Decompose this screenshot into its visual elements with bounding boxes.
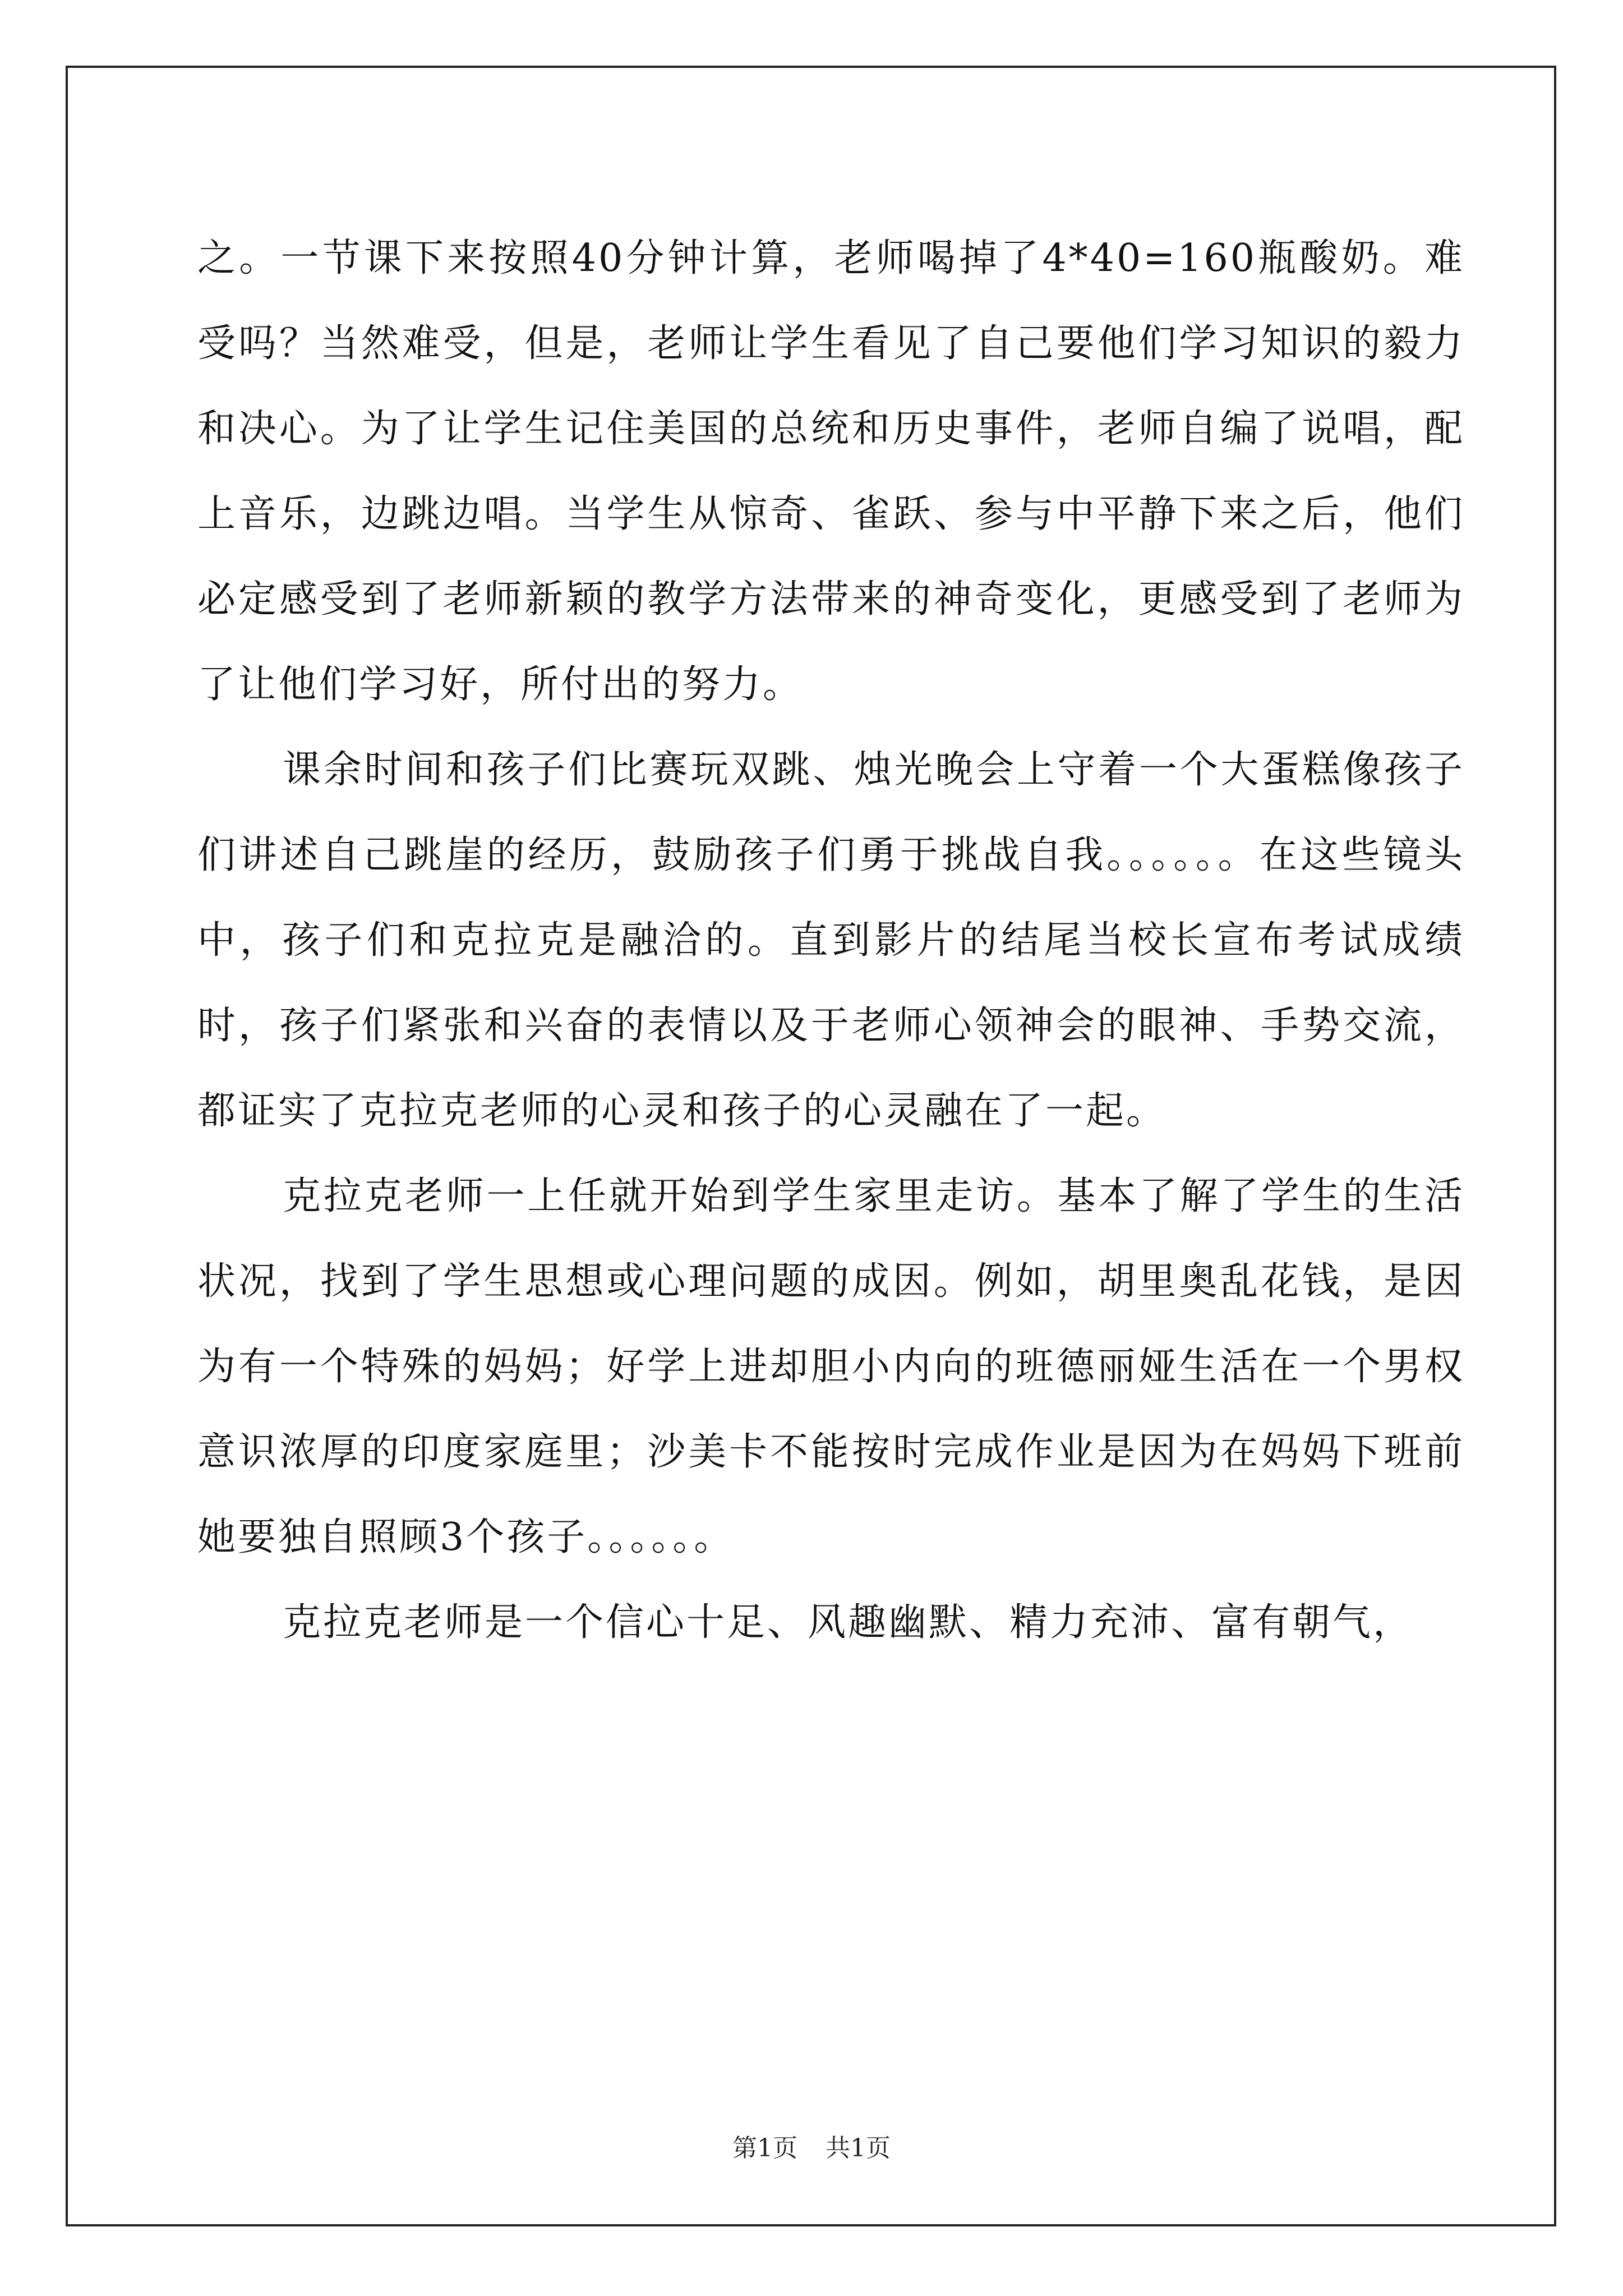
paragraph-4: 克拉克老师是一个信心十足、风趣幽默、精力充沛、富有朝气， (283, 1600, 1414, 1645)
paragraph-3: 克拉克老师一上任就开始到学生家里走访。基本了解了学生的生活状况，找到了学生思想或心理问题的成因。例如，胡里奥乱花钱，是因为有一个特殊的妈妈；好学上进却胆小内向的班德丽娅生活在一个男权意识浓厚的印度家庭里；沙美卡不能按时完成作业是因为在妈妈下班前她要独自照顾3个孩子。。。。。。 (197, 1174, 1465, 1559)
page-total: 共1页 (826, 2134, 891, 2162)
paragraph-2: 课余时间和孩子们比赛玩双跳、烛光晚会上守着一个大蛋糕像孩子们讲述自己跳崖的经历，鼓励孩子们勇于挑战自我。。。。。。在这些镜头中，孩子们和克拉克是融洽的。直到影片的结尾当校长宣布考试成绩时，孩子们紧张和兴奋的表情以及于老师心领神会的眼神、手势交流，都证实了克拉克老师的心灵和孩子的心灵融在了一起。 (197, 748, 1465, 1133)
document-body (197, 216, 1465, 1665)
paragraph-1: 之。一节课下来按照40分钟计算，老师喝掉了4*40=160瓶酸奶。难受吗？当然难受，但是，老师让学生看见了自己要他们学习知识的毅力和决心。为了让学生记住美国的总统和历史事件，老师自编了说唱，配上音乐，边跳边唱。当学生从惊奇、雀跃、参与中平静下来之后，他们必定感受到了老师新颖的教学方法带来的神奇变化，更感受到了老师为了让他们学习好，所付出的努力。 (197, 236, 1465, 707)
page-footer (0, 2132, 1623, 2165)
page-number: 第1页 (732, 2134, 797, 2162)
